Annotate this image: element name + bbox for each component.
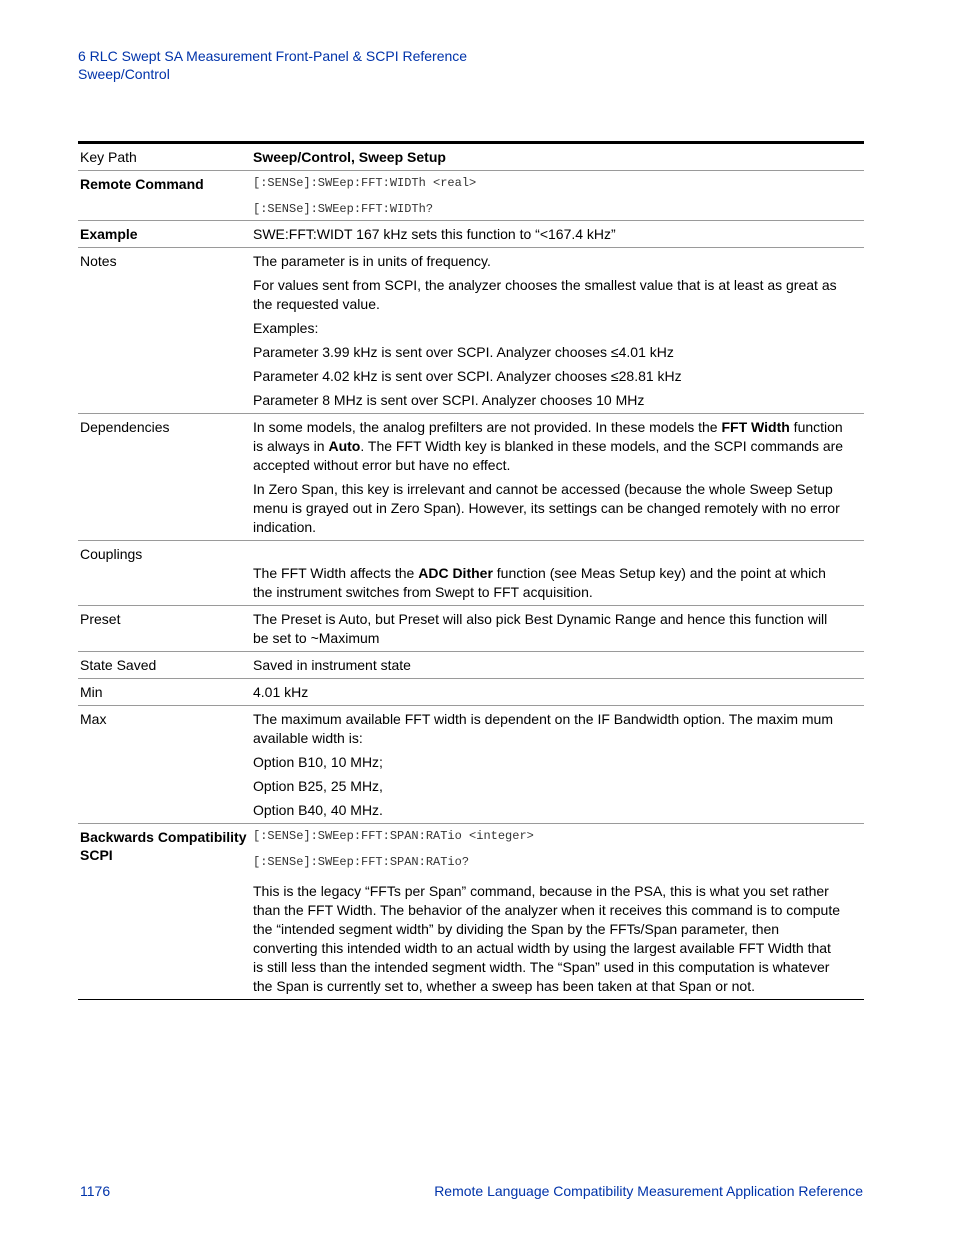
row-key-path bbox=[78, 144, 864, 171]
coupling-paragraph: The FFT Width affects the ADC Dither function (see Meas Setup key) and the point at which the instrument switches from Swept to FFT acquisition. bbox=[253, 565, 826, 600]
row-value bbox=[252, 414, 864, 540]
row-label: Max bbox=[80, 711, 107, 727]
row-state-saved bbox=[78, 652, 864, 679]
row-label: State Saved bbox=[80, 657, 157, 673]
row-value bbox=[252, 824, 864, 999]
dependency-paragraph: In Zero Span, this key is irrelevant and cannot be accessed (because the whole Sweep Setup menu is grayed out in Zero Span). However, its settings can be changed remotely with no error indication. bbox=[253, 481, 840, 535]
row-value: Saved in instrument state bbox=[253, 657, 411, 673]
row-label: Couplings bbox=[80, 546, 143, 562]
row-value: 4.01 kHz bbox=[253, 684, 309, 700]
note-line: Parameter 4.02 kHz is sent over SCPI. Analyzer chooses ≤28.81 kHz bbox=[253, 368, 682, 384]
row-value bbox=[252, 248, 864, 413]
backwards-description: This is the legacy “FFTs per Span” command, because in the PSA, this is what you set rather than the FFT Width. The behavior of the analyzer when it receives this command is to compute the “intended segment width” by dividing the Span by the FFTs/Span parameter, then converting this intended width to an actual width by using the largest available FFT Width that is still less than the intended segment width. The “Span” used in this computation is whatever the Span is currently set to, whether a sweep has been taken at that Span or not. bbox=[253, 883, 840, 994]
row-label: Preset bbox=[80, 611, 121, 627]
note-line: Examples: bbox=[253, 320, 319, 336]
chapter-header: 6 RLC Swept SA Measurement Front-Panel & SCPI Reference bbox=[78, 48, 468, 64]
row-value bbox=[252, 706, 864, 823]
note-line: The parameter is in units of frequency. bbox=[253, 253, 491, 269]
row-value: SWE:FFT:WIDT 167 kHz sets this function to “<167.4 kHz” bbox=[253, 226, 616, 242]
row-label: Remote Command bbox=[80, 176, 204, 192]
scpi-query: [:SENSe]:SWEep:FFT:WIDTh? bbox=[253, 202, 434, 216]
row-label: Dependencies bbox=[80, 419, 170, 435]
max-line: Option B10, 10 MHz; bbox=[253, 754, 383, 770]
dependency-paragraph: In some models, the analog prefilters are not provided. In these models the FFT Width function is always in Auto. The FFT Width key is blanked in these models, and the SCPI commands are accepted without error but have no effect. bbox=[253, 419, 844, 473]
row-label: Backwards Compatibility SCPI bbox=[80, 829, 247, 863]
row-label: Example bbox=[80, 226, 138, 242]
row-value bbox=[252, 541, 864, 605]
row-notes bbox=[78, 248, 864, 414]
row-value: Sweep/Control, Sweep Setup bbox=[253, 149, 446, 165]
row-min bbox=[78, 679, 864, 706]
row-label: Key Path bbox=[80, 149, 137, 165]
note-line: For values sent from SCPI, the analyzer chooses the smallest value that is at least as great as the requested value. bbox=[253, 277, 837, 312]
max-line: Option B25, 25 MHz, bbox=[253, 778, 383, 794]
row-dependencies bbox=[78, 414, 864, 541]
max-line: Option B40, 40 MHz. bbox=[253, 802, 383, 818]
row-preset bbox=[78, 606, 864, 652]
row-value: The Preset is Auto, but Preset will also pick Best Dynamic Range and hence this function will be set to ~Maximum bbox=[253, 611, 828, 646]
scpi-command: [:SENSe]:SWEep:FFT:SPAN:RATio <integer> bbox=[253, 829, 534, 843]
row-max bbox=[78, 706, 864, 824]
max-line: The maximum available FFT width is dependent on the IF Bandwidth option. The maxim mum available width is: bbox=[253, 711, 833, 746]
note-line: Parameter 8 MHz is sent over SCPI. Analyzer chooses 10 MHz bbox=[253, 392, 645, 408]
note-line: Parameter 3.99 kHz is sent over SCPI. Analyzer chooses ≤4.01 kHz bbox=[253, 344, 674, 360]
row-couplings bbox=[78, 541, 864, 606]
row-remote-command bbox=[78, 171, 864, 221]
parameter-table bbox=[78, 141, 864, 1000]
page-number: 1176 bbox=[80, 1183, 111, 1199]
row-label: Min bbox=[80, 684, 103, 700]
section-header: Sweep/Control bbox=[78, 66, 170, 82]
scpi-query: [:SENSe]:SWEep:FFT:SPAN:RATio? bbox=[253, 855, 470, 869]
row-example bbox=[78, 221, 864, 248]
book-title: Remote Language Compatibility Measurement Application Reference bbox=[434, 1183, 863, 1199]
row-backwards-compatibility bbox=[78, 824, 864, 1000]
row-value bbox=[252, 171, 864, 220]
scpi-command: [:SENSe]:SWEep:FFT:WIDTh <real> bbox=[253, 176, 477, 190]
row-label: Notes bbox=[80, 253, 117, 269]
